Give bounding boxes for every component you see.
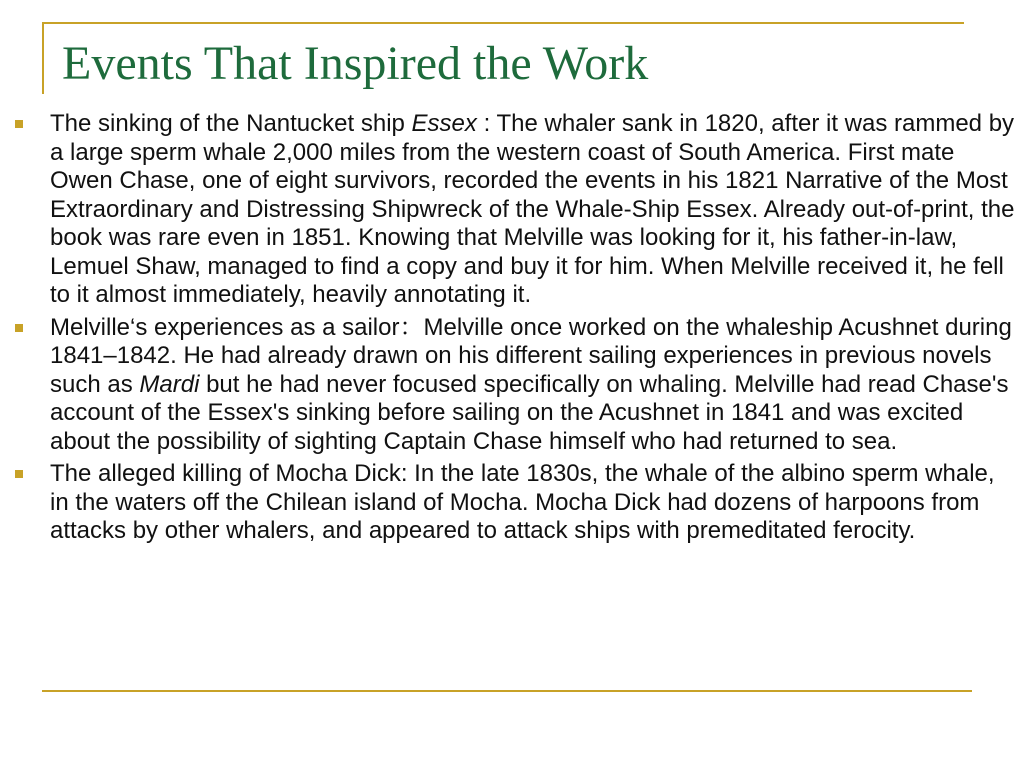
bullet-item-mocha-dick xyxy=(12,460,1016,546)
ship-name-essex: Essex xyxy=(411,110,477,137)
bullet-text-post: : The whaler sank in 1820, after it was rammed by a large sperm whale 2,000 miles from the western coast of South America. First mate Owen Chase, one of eight survivors, recorded the events in his 1821 Narrative of the Most Extraordinary and Distressing Shipwreck of the Whale-Ship Essex. Already out-of-print, the book was rare even in 1851. Knowing that Melville was looking for it, his father-in-law, Lemuel Shaw, managed to find a copy and buy it for him. When Melville received it, he fell to it almost immediately, heavily annotating it. xyxy=(50,110,1015,308)
novel-title-mardi: Mardi xyxy=(139,370,200,398)
bullet-text-pre: The sinking of the Nantucket ship xyxy=(50,110,412,137)
square-bullet-icon xyxy=(15,324,23,332)
slide-title: Events That Inspired the Work xyxy=(62,37,649,90)
bullet-text-post: but he had never focused specifically on whaling. Melville had read Chase's account of the Essex's sinking before sailing on the Acushnet in 1841 and was excited about the possibility of sighting Captain Chase himself who had returned to sea. xyxy=(50,370,1009,455)
left-accent-line xyxy=(42,22,44,94)
bottom-divider-line xyxy=(42,690,972,692)
bullet-text-pre: The alleged killing of Mocha Dick: In the late 1830s, the whale of the albino sperm whale, in the waters off the Chilean island of Mocha. Mocha Dick had dozens of harpoons from attacks by other whalers, and appeared to attack ships with premeditated ferocity. xyxy=(50,460,995,544)
square-bullet-icon xyxy=(15,120,23,128)
bullet-item-sailor-experiences xyxy=(12,314,1016,457)
top-divider-line xyxy=(42,22,964,24)
square-bullet-icon xyxy=(15,470,23,478)
bullet-text-pre: Melville‘s experiences as a sailor：Melville once worked on the whaleship Acushnet during 1841–1842. He had already drawn on his different sailing experiences in previous novels such as xyxy=(50,313,1012,398)
bullet-list xyxy=(12,110,1016,550)
bullet-item-essex-sinking xyxy=(12,110,1016,310)
